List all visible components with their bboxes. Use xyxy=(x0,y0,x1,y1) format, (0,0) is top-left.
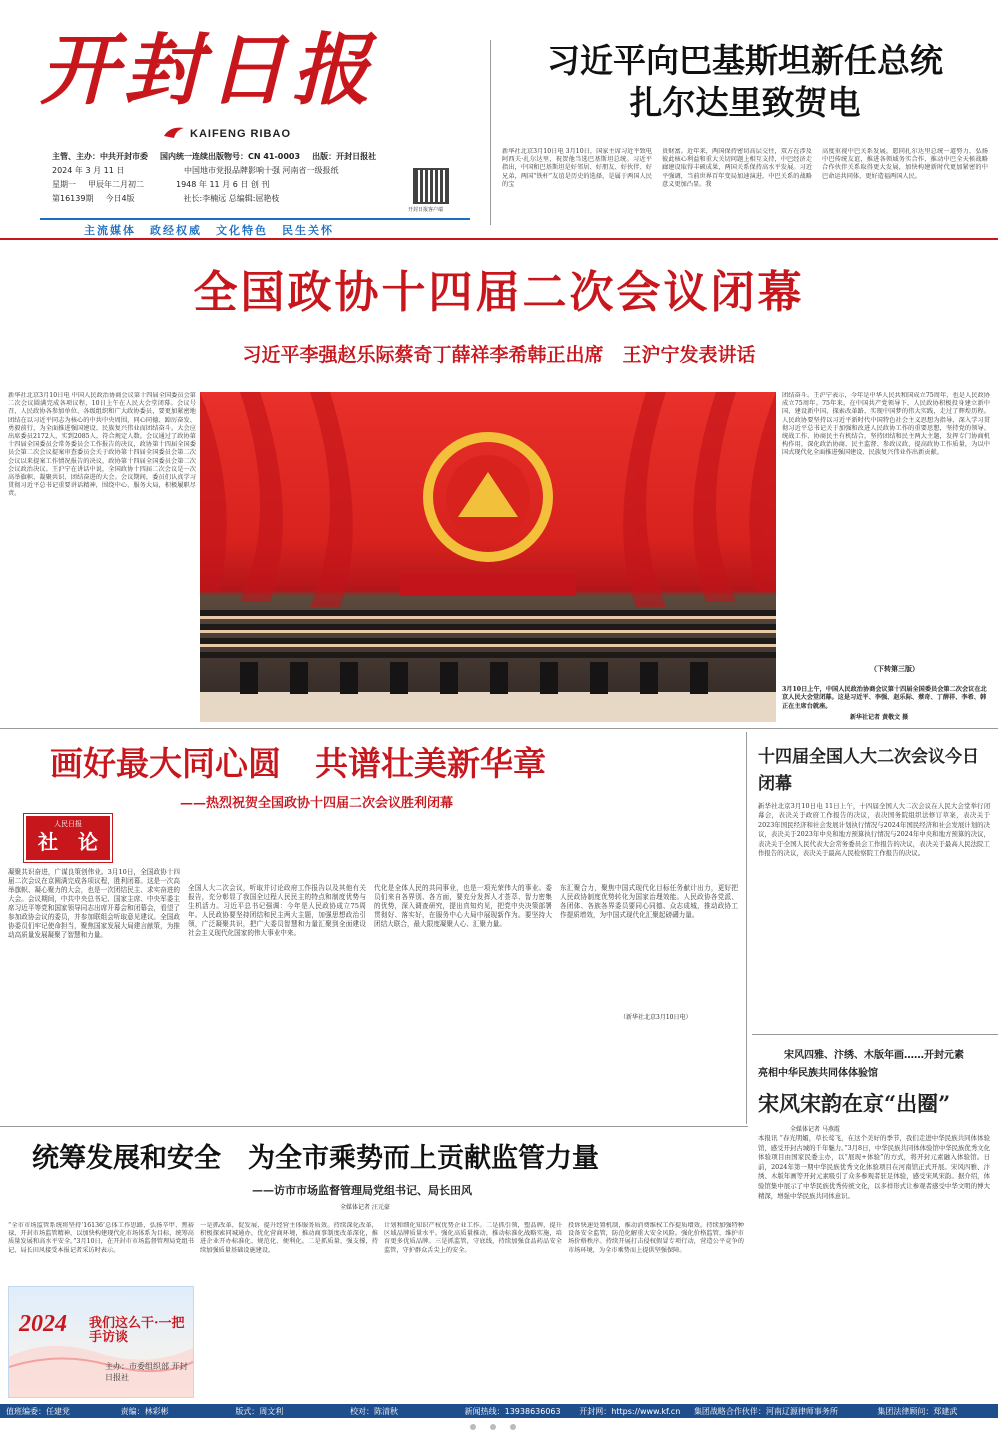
bottom-col1: “全市市场监管系统将坚持‘16136’总体工作思路，弘扬辛甲、焦裕禄、开封市场监管精神，以加快构建现代化市场体系为目标，统筹高质量发展和高水平安全。”3月10日，在开封市市场监督管理局党组书记、局长田风接受本报记者采访时表示。 xyxy=(8,1222,194,1254)
song-headline: 宋风宋韵在京“出圈” xyxy=(758,1091,951,1116)
bottom-col4: 投诉快速处置机制，推动消费维权工作提质增效。持续加强特种设备安全监管，防范化解重大安全风险。强化价格监管，维护市场价格秩序。持续开展打击侵权假冒专项行动，营造公平竞争的市场环境，为全市乘势而上提供坚强保障。 xyxy=(568,1222,744,1254)
song-kicker-2: 亮相中华民族共同体体验馆 xyxy=(758,1068,878,1079)
bottom-subhead: ——访市市场监督管理局党组书记、局长田风 xyxy=(252,1184,472,1197)
top-headline-line2: 扎尔达里致贺电 xyxy=(629,83,861,122)
editorial-signoff: （新华社北京3月10日电） xyxy=(620,1014,692,1021)
npc-headline: 十四届全国人大二次会议今日闭幕 xyxy=(758,747,979,794)
top-story-headline xyxy=(500,40,990,124)
slogan-4: 民生关怀 xyxy=(282,224,334,237)
song-kicker-1: 宋风四雅、汴绣、木版年画……开封元素 xyxy=(784,1050,964,1061)
main-right-column: 团结奋斗。王沪宁表示，今年是中华人民共和国成立75周年，也是人民政协成立75周年。75年来，在中国共产党领导下，人民政协积极投身建立新中国、建设新中国、探索改革路、实现中国梦的伟大实践，走过了辉煌历程。人民政协要坚持以习近平新时代中国特色社会主义思想为指导，深入学习贯彻习近平总书记关于加强和改进人民政协工作的重要思想，坚持党的领导、统战工作、协商民主有机结合，坚持团结和民主两大主题，发挥专门协商机构作用，深化政治协商、民主监督、参政议政，提高政协工作质量，为以中国式现代化全面推进强国建设、民族复兴伟业作出新贡献。 xyxy=(782,392,990,457)
editorial-col4: 东汇聚合力，聚焦中国式现代化目标任务献计出力，更好把人民政协制度优势转化为国家治理效能。人民政协各党派、各团体、各族各界委员要同心同德、众志成城，推动政协工作提质增效，为中国式现代化汇聚起磅礴力量。 xyxy=(560,884,738,919)
conference-photo xyxy=(200,392,776,722)
page-dot-icon[interactable] xyxy=(470,1424,476,1430)
editorial-subhead: ——热烈祝贺全国政协十四届二次会议胜利闭幕 xyxy=(180,796,454,811)
masthead-emblem xyxy=(162,124,186,140)
song-byline: 全媒体记者 马燕霞 xyxy=(790,1126,840,1133)
banner-sponsor: 主办：市委组织部 开封日报社 xyxy=(105,1362,188,1382)
main-headline: 全国政协十四届二次会议闭幕 xyxy=(193,267,805,318)
slogan-1: 主流媒体 xyxy=(84,224,136,237)
footer-item: 集团法律顾问：郑建武 xyxy=(877,1406,958,1416)
page-count: 今日4版 xyxy=(105,194,135,203)
editors: 社长:李楠远 总编辑:屈艳枝 xyxy=(183,194,280,203)
section-rule-1 xyxy=(0,728,998,729)
top-story-col3: 高度重视中巴关系发展，愿同扎尔达里总统一道努力，弘扬中巴传统友谊，推进各领域务实合作，推动中巴全天候战略合作伙伴关系取得更大发展，加快构建新时代更加紧密的中巴命运共同体，更好造福两国人民。 xyxy=(822,148,988,180)
editorial-headline-b: 共谱壮美新华章 xyxy=(315,744,546,783)
footer-item: 校对：陈清秋 xyxy=(349,1406,398,1416)
editorial-col1: 凝聚共识奋进，广谋良策创伟业。3月10日，全国政协十四届二次会议在京圆满完成各项议程，胜利闭幕。这是一次高举旗帜、凝心聚力的大会，也是一次团结民主、求实奋进的大会。会议期间，中共中央总书记、国家主席、中央军委主席习近平等党和国家领导同志出席开幕会和闭幕会，看望了参加政协会议的委员，并参加联组会听取意见建议。全国政协委员们牢记使命担当，聚焦国家发展大局建言献策，为推动高质量发展凝聚了智慧和力量。 xyxy=(8,868,180,939)
column-divider xyxy=(746,732,747,1124)
footer-bar xyxy=(0,1404,998,1418)
footer-item: 版式：周文利 xyxy=(235,1406,284,1416)
editorial-headline-a: 画好最大同心圆 xyxy=(50,744,281,783)
footer-item: 新闻热线：13938636063 xyxy=(464,1406,561,1416)
top-headline-line1: 习近平向巴基斯坦新任总统 xyxy=(547,41,943,80)
main-subhead: 习近平李强赵乐际蔡奇丁薛祥李希韩正出席 王沪宁发表讲话 xyxy=(242,344,756,366)
masthead-rule xyxy=(0,238,998,240)
masthead-info xyxy=(52,150,462,206)
photo-credit: 新华社记者 黄敬文 摄 xyxy=(850,714,909,721)
top-story-col2: 贵财富。近年来，两国保持密切高层交往，双方在涉及彼此核心利益和重大关切问题上相互支持，中巴经济走廊建设取得丰硕成果，两国关系保持高水平发展。习近平强调，当前世界百年变局加速演进，中巴关系的战略意义更加凸显。我 xyxy=(662,148,812,188)
photo-caption: 3月10日上午，中国人民政治协商会议第十四届全国委员会第二次会议在北京人民大会堂闭幕。这是习近平、李强、赵乐际、蔡奇、丁薛祥、李希、韩正在主席台就座。 xyxy=(782,686,987,710)
masthead-divider xyxy=(490,40,491,225)
slogan-bar xyxy=(40,218,470,240)
interview-banner xyxy=(8,1286,194,1398)
issue-number: 第16139期 xyxy=(52,194,94,203)
footer-item: 值班编委：任建党 xyxy=(6,1406,70,1416)
date-line: 2024 年 3 月 11 日 xyxy=(52,166,125,175)
page-dot-icon[interactable] xyxy=(510,1424,516,1430)
editorial-badge-top: 人民日报 xyxy=(54,820,82,828)
slogan-3: 文化特色 xyxy=(216,224,268,237)
footer-item[interactable]: 开封网：https://www.kf.cn xyxy=(579,1406,681,1416)
sponsor: 主管、主办：中共开封市委 xyxy=(52,152,148,161)
page-dot-icon[interactable] xyxy=(490,1424,496,1430)
bottom-col3: 计划和细化知识产权优势企业工作。二是抓引领，塑品牌，提升区域品牌质量水平。强化高质量推动，推动标准化战略实施，培育更多优质品牌。三是抓监管，守底线，持续加强食品药品安全监管，守护群众舌尖上的安全。 xyxy=(384,1222,562,1254)
bottom-headline: 统筹发展和安全 为全市乘势而上贡献监管力量 xyxy=(32,1143,599,1174)
footer-item: 责编：林彩彬 xyxy=(120,1406,169,1416)
publisher: 出版：开封日报社 xyxy=(312,152,377,161)
footer-item: 集团战略合作伙伴：河南辽源律师事务所 xyxy=(693,1406,838,1416)
slogan-2: 政经权威 xyxy=(150,224,202,237)
issn: 国内统一连续出版物号：CN 41-0003 xyxy=(160,152,301,161)
banner-title: 我们这么干·一把手访谈 xyxy=(89,1316,185,1345)
editorial-badge xyxy=(24,814,112,862)
editorial-col3: 代化是全体人民的共同事业，也是一项光荣伟大的事业。委员们来自各界别、各方面，要充分发挥人才荟萃、智力密集的优势，深入调查研究，提出真知灼见，把党中央决策部署贯彻好、落实好，在服务中心大局中展现新作为。要坚持大团结大联合，最大限度凝聚人心、汇聚力量。 xyxy=(374,884,552,928)
bottom-col2: 一是抓改革，促发展，提升经营主体服务质效。持续深化改革，积极探索同城通办，优化营商环境，推动商事制度改革深化，推进企业开办标准化、规范化、便利化。二是抓质量，强支撑，持续加强质量基础设施建设。 xyxy=(200,1222,378,1254)
masthead-english: KAIFENG RIBAO xyxy=(190,128,291,140)
editorial-headline xyxy=(50,738,740,785)
editorial-col2: 全国人大二次会议，听取并讨论政府工作报告以及其他有关报告，充分彰显了我国全过程人民民主的特点和制度优势与生机活力。习近平总书记强调：今年是人民政协成立75周年。人民政协要坚持团结和民主两大主题，加强思想政治引领，广泛凝聚共识，把广大委员智慧和力量汇聚到全面建设社会主义现代化国家的伟大事业中来。 xyxy=(188,884,366,937)
weekday: 星期一 xyxy=(52,180,76,189)
top-story-col1: 新华社北京3月10日电 3月10日，国家主席习近平致电阿西夫·扎尔达里，祝贺他当选巴基斯坦总统。习近平指出，中国和巴基斯坦是好邻居、好朋友、好伙伴、好兄弟，两国“铁杆”友谊是历史的选择，是属于两国人民的宝 xyxy=(502,148,652,188)
main-left-column: 新华社北京3月10日电 中国人民政治协商会议第十四届全国委员会第二次会议圆满完成各项议程，10日上午在人民大会堂闭幕。会议号召，人民政协各参加单位、各级组织和广大政协委员，要更加紧密地团结在以习近平同志为核心的中共中央周围，同心同德、踔厉奋发、勇毅前行，为全面推进强国建设、民族复兴伟业而团结奋斗。大会应出席委员2172人，实到2085人，符合规定人数。会议通过了政协第十四届全国委员会常务委员会工作报告的决议，政协第十四届全国委员会第二次会议提案审查委员会关于政协第十四届全国委员会第二次会议以来提案工作情况报告的决议，政协第十四届全国委员会第二次会议政治决议。王沪宁在讲话中说，全国政协十四届二次会议是一次高举旗帜、凝聚共识、团结奋进的大会。会议期间，委员们认真学习贯彻习近平总书记重要讲话精神，围绕中心、服务大局，积极履职尽责。 xyxy=(8,392,196,498)
continued-note: （下转第三版） xyxy=(870,665,919,673)
npc-text: 新华社北京3月10日电 11日上午，十四届全国人大二次会议在人民大会堂举行闭幕会，表决关于政府工作报告的决议，表决国务院组织法修订草案，表决关于2023年国民经济和社会发展计划执行情况与2024年国民经济和社会发展计划的决议，表决关于2023年中央和地方预算执行情况与2024年中央和地方预算的决议，表决关于全国人民代表大会常务委员会工作报告的决议，表决关于最高人民法院工作报告的决议，表决关于最高人民检察院工作报告的决议。 xyxy=(758,802,990,858)
editorial-badge-main: 社 论 xyxy=(38,830,98,854)
masthead-logo: 开封日报 xyxy=(40,25,377,116)
qr-code[interactable] xyxy=(413,168,449,204)
honors: 中国地市党报品牌影响十强 河南省一级报纸 xyxy=(184,166,339,175)
page-dots[interactable] xyxy=(470,1424,516,1430)
right-rule xyxy=(752,1034,998,1035)
lunar-date: 甲辰年二月初二 xyxy=(88,180,144,189)
song-text: 本报讯 “春光明媚，草长莺飞，在这个美好的季节，我们走进中华民族共同体体验馆，感受开封古城的千年魅力。”3月8日，中华民族共同体体验馆中华民族优秀文化体验项目由国家民委主办，以“展现+体验”的方式，将开封元素融入体验馆。日前，2024年第一期中华民族优秀文化体验项目在河南馆正式开展。宋风四雅、汴绣、木版年画等开封元素吸引了众多参观者驻足体验，感受宋风宋韵。据介绍，体验馆集中展示了中华民族优秀传统文化，以多样形式让参观者感受中华文明的博大精深，增强中华民族共同体意识。 xyxy=(758,1134,990,1200)
bottom-byline: 全媒体记者 汪元豪 xyxy=(340,1204,390,1211)
section-rule-2 xyxy=(0,1126,748,1127)
qr-caption: 开封日报客户端 xyxy=(408,207,444,213)
founded: 1948 年 11 月 6 日 创 刊 xyxy=(176,180,270,189)
banner-year: 2024 xyxy=(19,1311,67,1337)
